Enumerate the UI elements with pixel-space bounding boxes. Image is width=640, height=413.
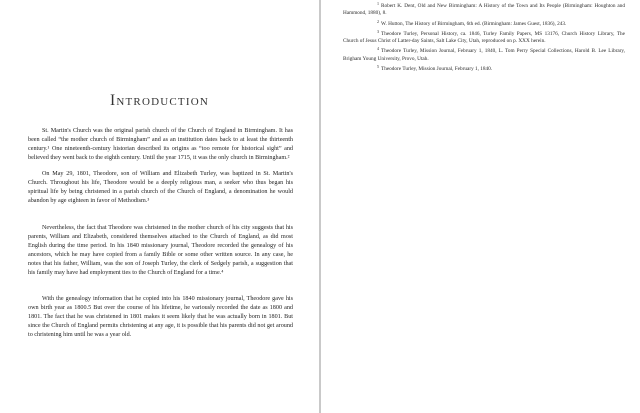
footnotes [343, 0, 625, 73]
body-paragraph-4: With the genealogy information that he copied into his 1840 missionary journal, Theodore gave his own birth year as 1800.5 But over the course of his lifetime, he variously recorded the date as 1800 and 1801. The fact that he was christened in 1801 makes it seem likely that he was actually born in 1801. But since the Church of England permits christening at any age, it is possible that his parents did not get around to christening him until he was a year old. [28, 296, 293, 338]
body-paragraph-1: St. Martin's Church was the original parish church of the Church of England in Birmingham. It has been called “the mother church of Birmingham” and as an institution dates back to at least the thirteenth century.¹ One nineteenth-century historian described its origins as “too remote for historical sight” and believed they went back to the eighth century. Until the year 1715, it was the only church in Birmingham.² [28, 128, 293, 161]
footnote-mark: 4 [377, 46, 379, 52]
footnote-mark: 1 [377, 1, 379, 6]
footnote-mark: 5 [377, 63, 379, 69]
chapter-title: Introduction [109, 92, 209, 109]
footnote-mark: 2 [377, 18, 379, 24]
body-paragraph-2: On May 29, 1801, Theodore, son of William and Elizabeth Turley, was baptized in St. Martin's Church. Throughout his life, Theodore would be a deeply religious man, a seeker who thus began his spiritual life by being christened in a parish church of the Church of England, a denomination he would abandon by age eighteen in favor of Methodism.³ [28, 171, 293, 204]
footnote-1 [343, 0, 625, 18]
footnote-text: Theodore Turley, Mission Journal, February 1, 1840. [381, 65, 493, 72]
footnote-5 [343, 63, 625, 73]
footnote-text: W. Hutton, The History of Birmingham, 6th ed. (Birmingham: James Guest, 1836), 243. [381, 20, 567, 27]
footnote-4 [343, 45, 625, 63]
footnote-3 [343, 28, 625, 46]
footnote-2 [343, 18, 625, 28]
footnote-text: Theodore Turley, Personal History, ca. 1846, Turley Family Papers, MS 13176, Church History Library, The Church of Jesus Christ of Latter-day Saints, Salt Lake City, Utah, reproduced on p. XXX herein. [343, 30, 625, 44]
left-page [0, 0, 319, 413]
body-paragraph-3: Nevertheless, the fact that Theodore was christened in the mother church of his city suggests that his parents, William and Elizabeth, considered themselves attached to the Church of England, as did most English during the time period. In his 1840 missionary journal, Theodore recorded the genealogy of his ancestors, which he may have copied from a family Bible or some other written source. In any case, he notes that his father, William, was the son of Joseph Turley, the clerk of Sedgely parish, a suggestion that his family may have had employment ties to the Church of England for a time.⁴ [28, 225, 293, 276]
footnote-text: Robert K. Dent, Old and New Birmingham: A History of the Town and Its People (Birmingham: Houghton and Hammond, 1880), 8. [343, 3, 625, 17]
footnote-mark: 3 [377, 28, 379, 34]
footnote-text: Theodore Turley, Mission Journal, February 1, 1840, L. Tom Perry Special Collections, Harold B. Lee Library, Brigham Young University, Provo, Utah. [343, 48, 625, 62]
